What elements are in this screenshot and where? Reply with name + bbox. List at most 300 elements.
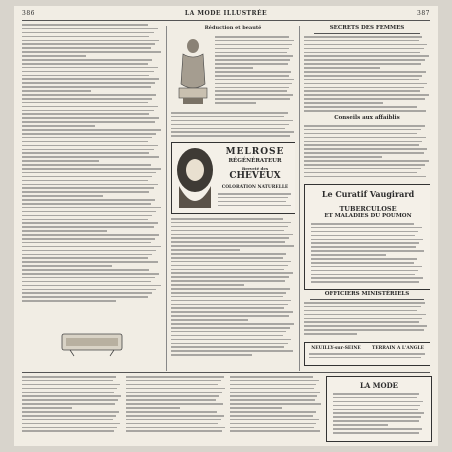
- magazine-page: [14, 6, 438, 446]
- text-line: [304, 156, 382, 158]
- text-line: [22, 292, 152, 294]
- text-line: [171, 269, 284, 271]
- text-line: [22, 427, 117, 429]
- text-line: [171, 249, 240, 251]
- text-line: [126, 411, 217, 413]
- text-line: [171, 350, 293, 352]
- curatif-text: [311, 223, 425, 285]
- text-line: [22, 121, 155, 123]
- text-line: [230, 392, 320, 394]
- text-line: [171, 288, 290, 290]
- text-line: [304, 125, 425, 127]
- illustration-statue: [175, 36, 211, 106]
- text-line: [171, 131, 294, 133]
- text-line: [22, 32, 154, 34]
- text-line: [171, 276, 289, 278]
- text-line: [215, 90, 287, 92]
- right-column: [304, 24, 430, 369]
- text-line: [333, 432, 419, 434]
- page-header: [22, 10, 430, 20]
- text-line: [218, 197, 288, 199]
- text-line: [304, 160, 429, 162]
- column-divider-1: [166, 26, 167, 371]
- text-line: [171, 135, 290, 137]
- text-line: [126, 376, 224, 378]
- melrose-subtitle-4: COLORATION NATURELLE: [221, 185, 289, 190]
- text-line: [22, 141, 148, 143]
- text-line: [304, 83, 427, 85]
- text-line: [304, 63, 421, 65]
- text-line: [304, 67, 380, 69]
- text-line: [215, 67, 253, 69]
- text-line: [171, 284, 244, 286]
- text-line: [215, 71, 291, 73]
- text-line: [215, 83, 292, 85]
- text-line: [22, 43, 155, 45]
- text-line: [230, 403, 321, 405]
- text-line: [171, 343, 288, 345]
- text-line: [311, 242, 419, 244]
- text-line: [22, 75, 149, 77]
- text-line: [230, 407, 282, 409]
- text-line: [230, 430, 320, 432]
- text-line: [22, 419, 113, 421]
- text-line: [22, 399, 118, 401]
- text-line: [304, 133, 417, 135]
- curatif-subtitle-1: TUBERCULOSE: [339, 205, 397, 213]
- text-line: [215, 44, 292, 46]
- text-line: [171, 339, 291, 341]
- text-line: [309, 353, 425, 355]
- magazine-title: LA MODE ILLUSTRÉE: [184, 10, 268, 17]
- text-line: [22, 411, 119, 413]
- conseils-title: Conseils aux affaiblis: [334, 115, 400, 121]
- text-line: [218, 201, 286, 203]
- text-line: [311, 262, 414, 264]
- text-line: [22, 110, 154, 112]
- text-line: [22, 86, 151, 88]
- text-line: [230, 399, 315, 401]
- text-line: [333, 405, 420, 407]
- text-line: [304, 325, 427, 327]
- text-line: [171, 280, 285, 282]
- text-line: [171, 323, 294, 325]
- text-line: [171, 222, 291, 224]
- text-line: [22, 117, 159, 119]
- text-line: [215, 55, 293, 57]
- text-line: [22, 90, 91, 92]
- text-line: [304, 164, 425, 166]
- officiers-title: OFFICIERS MINISTÉRIELS: [324, 291, 410, 297]
- text-line: [22, 203, 151, 205]
- text-line: [171, 120, 293, 122]
- melrose-subtitle-2: Breveté des: [241, 166, 269, 171]
- text-line: [126, 423, 218, 425]
- secrets-rule: [314, 33, 420, 34]
- text-line: [215, 102, 256, 104]
- text-line: [230, 384, 316, 386]
- text-line: [22, 36, 149, 38]
- text-line: [215, 63, 288, 65]
- text-line: [304, 48, 424, 50]
- text-line: [304, 137, 426, 139]
- text-line: [230, 395, 317, 397]
- text-line: [126, 395, 219, 397]
- text-line: [22, 156, 159, 158]
- secrets-title: SECRETS DES FEMMES: [329, 25, 405, 31]
- text-line: [126, 380, 221, 382]
- text-line: [171, 128, 285, 130]
- text-line: [215, 79, 294, 81]
- text-line: [215, 40, 294, 42]
- text-line: [22, 137, 152, 139]
- text-line: [304, 40, 419, 42]
- text-line: [171, 272, 293, 274]
- page-number-right: 387: [417, 10, 430, 17]
- text-line: [333, 428, 422, 430]
- text-line: [171, 237, 289, 239]
- text-line: [171, 261, 291, 263]
- text-line: [171, 335, 283, 337]
- text-line: [22, 67, 158, 69]
- text-line: [22, 59, 152, 61]
- text-line: [22, 415, 116, 417]
- left-column-text: [22, 24, 162, 304]
- text-line: [22, 300, 116, 302]
- text-line: [126, 388, 225, 390]
- text-line: [171, 354, 252, 356]
- text-line: [171, 331, 286, 333]
- text-line: [230, 419, 319, 421]
- text-line: [22, 164, 151, 166]
- text-line: [22, 261, 158, 263]
- text-line: [333, 401, 423, 403]
- text-line: [230, 388, 314, 390]
- text-line: [304, 141, 422, 143]
- text-line: [311, 250, 424, 252]
- text-line: [171, 116, 284, 118]
- text-line: [218, 205, 291, 207]
- text-line: [304, 144, 419, 146]
- bottom-advertisement: [326, 376, 432, 442]
- text-line: [126, 384, 218, 386]
- middle-column: [171, 24, 295, 369]
- bottom-text-1: [22, 376, 122, 434]
- text-line: [22, 47, 151, 49]
- text-line: [304, 321, 419, 323]
- text-line: [22, 226, 154, 228]
- page-number-left: 386: [22, 10, 35, 17]
- text-line: [22, 82, 155, 84]
- bottom-column-2: [126, 376, 226, 440]
- text-line: [22, 152, 149, 154]
- text-line: [22, 384, 120, 386]
- bottom-band-rule: [22, 372, 430, 373]
- text-line: [22, 24, 148, 26]
- text-line: [304, 148, 427, 150]
- text-line: [304, 310, 417, 312]
- text-line: [311, 254, 386, 256]
- text-line: [171, 346, 284, 348]
- terrain-label: TERRAIN A L'ANGLE: [372, 346, 424, 351]
- text-line: [171, 307, 284, 309]
- bottom-text-2: [126, 376, 226, 434]
- text-line: [311, 239, 423, 241]
- text-line: [215, 59, 290, 61]
- text-line: [22, 102, 148, 104]
- text-line: [171, 241, 285, 243]
- text-line: [333, 424, 388, 426]
- text-line: [22, 180, 148, 182]
- text-line: [311, 274, 415, 276]
- text-line: [333, 412, 424, 414]
- text-line: [333, 416, 421, 418]
- text-line: [22, 149, 154, 151]
- text-line: [304, 110, 426, 112]
- text-line: [311, 235, 415, 237]
- bottom-column-1: [22, 376, 122, 440]
- text-line: [22, 407, 72, 409]
- text-line: [304, 152, 424, 154]
- neuilly-terrain-advertisement: [304, 342, 430, 366]
- text-line: [304, 71, 426, 73]
- text-line: [22, 94, 156, 96]
- conseils-text: [304, 125, 430, 179]
- text-line: [22, 219, 148, 221]
- woman-portrait-icon: [175, 146, 215, 208]
- text-line: [126, 419, 221, 421]
- text-line: [22, 388, 117, 390]
- text-line: [22, 176, 152, 178]
- text-line: [304, 106, 417, 108]
- text-line: [22, 403, 115, 405]
- text-line: [304, 176, 426, 178]
- text-line: [171, 253, 286, 255]
- text-line: [218, 193, 291, 195]
- text-line: [311, 223, 414, 225]
- bottom-ad-text: [333, 393, 425, 436]
- text-line: [22, 242, 151, 244]
- text-line: [215, 94, 293, 96]
- text-line: [304, 90, 420, 92]
- text-line: [22, 172, 156, 174]
- text-line: [22, 184, 158, 186]
- text-line: [333, 397, 417, 399]
- text-line: [22, 129, 161, 131]
- melrose-advertisement: [171, 142, 295, 214]
- text-line: [304, 94, 429, 96]
- text-line: [309, 357, 421, 359]
- text-line: [215, 98, 290, 100]
- text-line: [22, 71, 154, 73]
- text-line: [171, 292, 286, 294]
- text-line: [22, 281, 151, 283]
- text-line: [171, 124, 289, 126]
- text-line: [22, 55, 86, 57]
- text-line: [22, 250, 156, 252]
- text-line: [171, 319, 248, 321]
- text-line: [171, 300, 291, 302]
- text-line: [22, 145, 158, 147]
- text-line: [304, 44, 427, 46]
- text-line: [22, 199, 155, 201]
- text-line: [22, 269, 149, 271]
- text-line: [311, 277, 423, 279]
- text-line: [22, 376, 116, 378]
- bottom-ad-title: LA MODE: [359, 381, 399, 390]
- text-line: [171, 265, 288, 267]
- text-line: [171, 327, 290, 329]
- text-line: [304, 172, 417, 174]
- text-line: [171, 112, 288, 114]
- text-line: [22, 106, 158, 108]
- text-line: [171, 304, 288, 306]
- text-line: [22, 40, 159, 42]
- text-line: [311, 258, 417, 260]
- text-line: [126, 392, 222, 394]
- text-line: [304, 102, 383, 104]
- text-line: [333, 409, 418, 411]
- melrose-subtitle-3: CHEVEUX: [229, 171, 281, 181]
- text-line: [304, 129, 421, 131]
- bottom-text-3: [230, 376, 322, 434]
- text-line: [333, 393, 419, 395]
- text-line: [22, 392, 114, 394]
- text-line: [215, 75, 289, 77]
- text-line: [304, 36, 422, 38]
- text-line: [230, 423, 316, 425]
- text-line: [22, 191, 149, 193]
- text-line: [22, 430, 114, 432]
- text-line: [311, 246, 416, 248]
- text-line: [215, 48, 289, 50]
- text-line: [311, 231, 418, 233]
- text-line: [126, 415, 224, 417]
- curatif-title: Le Curatif Vaugirard: [321, 189, 415, 199]
- text-line: [22, 51, 161, 53]
- text-line: [22, 238, 155, 240]
- text-line: [304, 55, 429, 57]
- text-line: [22, 246, 161, 248]
- left-column: [22, 24, 162, 369]
- text-line: [304, 98, 425, 100]
- text-line: [215, 87, 289, 89]
- text-line: [230, 415, 313, 417]
- text-line: [22, 395, 121, 397]
- text-line: [304, 302, 425, 304]
- text-line: [304, 52, 420, 54]
- text-line: [126, 403, 223, 405]
- text-line: [22, 168, 161, 170]
- bottom-column-3: [230, 376, 322, 440]
- middle-text-b: [171, 112, 295, 139]
- text-line: [22, 222, 158, 224]
- column-divider-2: [299, 26, 300, 371]
- text-line: [171, 218, 283, 220]
- text-line: [171, 245, 294, 247]
- text-line: [22, 230, 107, 232]
- text-line: [22, 254, 152, 256]
- officiers-rule: [310, 299, 424, 300]
- text-line: [215, 36, 289, 38]
- neuilly-label: NEUILLY-sur-SEINE: [311, 346, 361, 351]
- text-line: [215, 52, 287, 54]
- text-line: [171, 257, 283, 259]
- text-line: [304, 329, 424, 331]
- text-line: [311, 281, 419, 283]
- text-line: [22, 211, 156, 213]
- curatif-vaugirard-advertisement: [304, 184, 430, 290]
- text-line: [22, 207, 161, 209]
- illustration-left: [60, 324, 124, 358]
- text-line: [171, 311, 293, 313]
- middle-text-c: [171, 218, 295, 358]
- text-line: [22, 380, 113, 382]
- melrose-subtitle-1: RÉGÉNÉRATEUR: [228, 158, 282, 164]
- officiers-text: [304, 302, 430, 337]
- text-line: [304, 79, 419, 81]
- text-line: [22, 125, 95, 127]
- text-line: [304, 87, 424, 89]
- text-line: [22, 273, 159, 275]
- text-line: [22, 215, 152, 217]
- text-line: [22, 285, 161, 287]
- text-line: [126, 430, 222, 432]
- text-line: [311, 270, 418, 272]
- text-line: [22, 423, 120, 425]
- text-line: [22, 63, 148, 65]
- melrose-text: [218, 193, 292, 209]
- text-line: [22, 133, 156, 135]
- text-line: [311, 266, 422, 268]
- text-line: [304, 59, 425, 61]
- section-title-reduction: Réduction et beauté: [204, 25, 262, 31]
- secrets-text: [304, 36, 430, 114]
- text-line: [304, 314, 426, 316]
- text-line: [171, 230, 284, 232]
- text-line: [22, 195, 103, 197]
- text-line: [311, 227, 422, 229]
- text-line: [304, 333, 357, 335]
- text-line: [304, 168, 421, 170]
- melrose-title: MELROSE: [225, 147, 285, 157]
- text-line: [126, 427, 225, 429]
- text-line: [230, 380, 319, 382]
- text-line: [230, 411, 316, 413]
- neuilly-text: [309, 353, 427, 361]
- text-line: [304, 318, 422, 320]
- text-line: [22, 78, 159, 80]
- text-line: [171, 296, 283, 298]
- text-line: [22, 113, 149, 115]
- header-rule: [22, 20, 430, 21]
- middle-text-a: [215, 36, 295, 106]
- curatif-subtitle-2: ET MALADIES DU POUMON: [324, 213, 412, 219]
- text-line: [333, 420, 419, 422]
- text-line: [22, 296, 148, 298]
- text-line: [126, 407, 180, 409]
- text-line: [22, 289, 156, 291]
- text-line: [126, 399, 216, 401]
- text-line: [304, 75, 422, 77]
- text-line: [22, 187, 154, 189]
- text-line: [22, 277, 155, 279]
- text-line: [22, 257, 148, 259]
- text-line: [230, 376, 313, 378]
- text-line: [22, 98, 152, 100]
- text-line: [22, 234, 159, 236]
- text-line: [22, 265, 112, 267]
